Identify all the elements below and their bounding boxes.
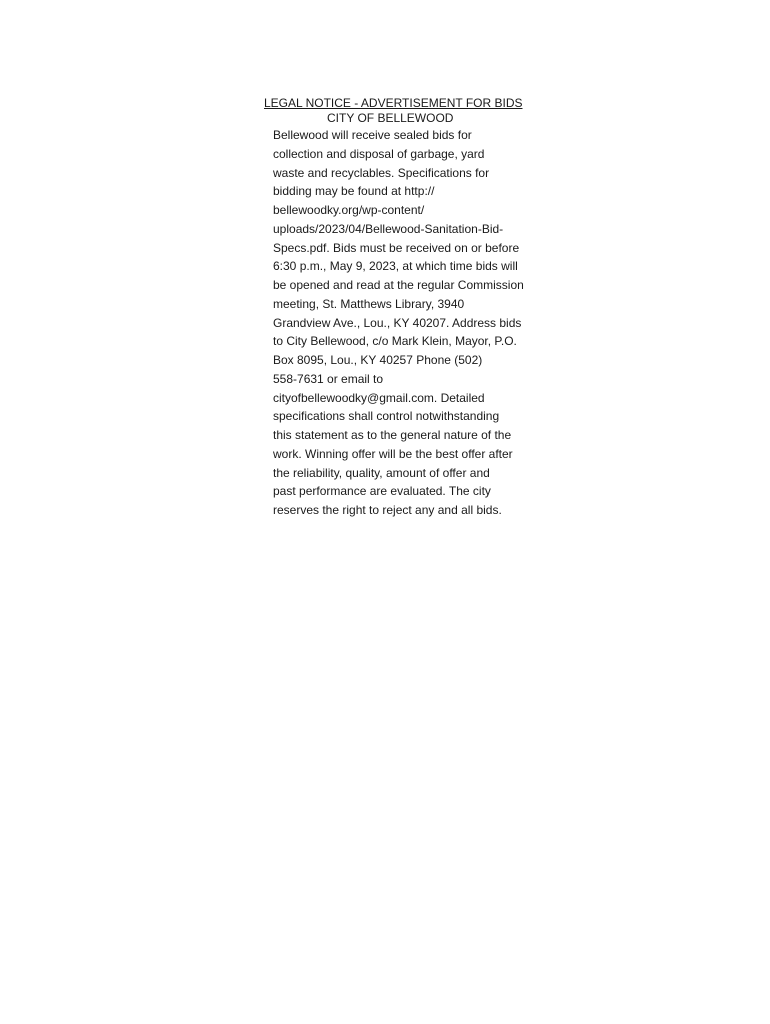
notice-body: [273, 126, 558, 520]
notice-line: Grandview Ave., Lou., KY 40207. Address bids: [273, 315, 522, 330]
notice-line: bellewoodky.org/wp-content/: [273, 203, 425, 217]
notice-line: this statement as to the general nature of the: [273, 428, 512, 442]
notice-line: uploads/2023/04/Bellewood-Sanitation-Bid-: [273, 221, 504, 236]
notice-line: 6:30 p.m., May 9, 2023, at which time bids will: [273, 259, 518, 274]
notice-line: past performance are evaluated. The city: [273, 484, 491, 499]
notice-line: waste and recyclables. Specifications for: [273, 165, 490, 180]
notice-line: to City Bellewood, c/o Mark Klein, Mayor, P.O.: [273, 334, 517, 349]
notice-line: Specs.pdf. Bids must be received on or before: [273, 240, 520, 255]
notice-line: the reliability, quality, amount of offer and: [273, 465, 490, 480]
notice-line: Box 8095, Lou., KY 40257 Phone (502): [273, 353, 483, 367]
notice-subtitle: CITY OF BELLEWOOD: [327, 111, 454, 125]
notice-line: specifications shall control notwithstanding: [273, 409, 500, 424]
notice-line: 558-7631 or email to: [273, 371, 384, 386]
notice-line: Bellewood will receive sealed bids for: [273, 128, 472, 142]
notice-line: work. Winning offer will be the best offer after: [273, 446, 513, 461]
notice-line: collection and disposal of garbage, yard: [273, 146, 485, 161]
notice-line: reserves the right to reject any and all bids.: [273, 503, 502, 517]
notice-line: meeting, St. Matthews Library, 3940: [273, 296, 465, 311]
notice-line: bidding may be found at http://: [273, 184, 435, 199]
notice-line: cityofbellewoodky@gmail.com. Detailed: [273, 390, 485, 405]
notice-line: be opened and read at the regular Commission: [273, 278, 524, 292]
notice-title: LEGAL NOTICE - ADVERTISEMENT FOR BIDS: [264, 96, 523, 110]
